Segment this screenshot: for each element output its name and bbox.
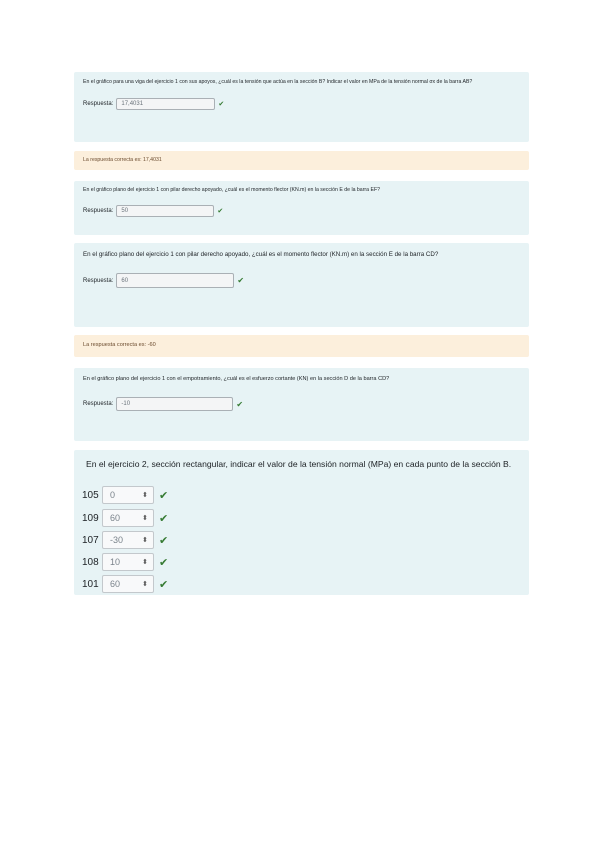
value-select[interactable] <box>102 531 154 549</box>
row-label: 105 <box>82 489 99 501</box>
select-value: 0 <box>110 490 116 500</box>
matrix-row <box>82 531 168 549</box>
answer-input[interactable]: 17,4031 <box>116 98 215 110</box>
matrix-row <box>82 509 168 527</box>
correct-check-icon: ✔ <box>236 399 244 409</box>
feedback-text: La respuesta correcta es: 17,4031 <box>83 157 162 163</box>
correct-check-icon: ✔ <box>218 101 225 108</box>
question-text: En el gráfico para una viga del ejercicio 1 con sus apoyos, ¿cuál es la tensión que actúa en la sección B? Indicar el valor en MPa de la tensión normal σx de la barra AB? <box>83 79 473 85</box>
matrix-row <box>82 575 168 593</box>
question-text: En el gráfico plano del ejercicio 1 con pilar derecho apoyado, ¿cuál es el momento flector (KN.m) en la sección E de la barra CD? <box>83 251 439 258</box>
value-select[interactable] <box>102 553 154 571</box>
value-select[interactable] <box>102 509 154 527</box>
select-value: 10 <box>110 557 121 567</box>
correct-check-icon: ✔ <box>159 534 169 547</box>
correct-check-icon: ✔ <box>237 276 245 285</box>
question-text: En el gráfico plano del ejercicio 1 con el empotramiento, ¿cuál es el esfuerzo cortante (KN) en la sección D de la barra CD? <box>83 376 390 382</box>
question-card-1 <box>74 72 529 142</box>
select-value: -30 <box>110 535 124 545</box>
select-arrow-icon: ⬍ <box>142 559 148 566</box>
correct-check-icon: ✔ <box>159 512 169 525</box>
feedback-box-3 <box>74 335 529 357</box>
question-card-5 <box>74 450 529 595</box>
answer-label: Respuesta: <box>83 101 114 107</box>
select-arrow-icon: ⬍ <box>142 537 148 544</box>
question-card-3 <box>74 243 529 327</box>
correct-check-icon: ✔ <box>159 578 169 591</box>
answer-input[interactable]: 50 <box>116 205 214 217</box>
answer-label: Respuesta: <box>83 277 114 284</box>
matrix-row <box>82 486 168 504</box>
answer-label: Respuesta: <box>83 401 114 407</box>
question-card-4 <box>74 368 529 441</box>
correct-check-icon: ✔ <box>217 208 224 215</box>
matrix-row <box>82 553 168 571</box>
feedback-box-1 <box>74 151 529 170</box>
row-label: 101 <box>82 578 99 590</box>
select-value: 60 <box>110 513 121 523</box>
answer-input[interactable]: -10 <box>116 397 233 411</box>
row-label: 108 <box>82 556 99 568</box>
question-text: En el ejercicio 2, sección rectangular, indicar el valor de la tensión normal (MPa) en cada punto de la sección B. <box>86 459 512 469</box>
correct-check-icon: ✔ <box>159 489 169 502</box>
select-arrow-icon: ⬍ <box>142 581 148 588</box>
answer-input[interactable]: 60 <box>116 273 234 288</box>
answer-label: Respuesta: <box>83 208 114 214</box>
select-value: 60 <box>110 579 121 589</box>
correct-check-icon: ✔ <box>159 556 169 569</box>
value-select[interactable] <box>102 486 154 504</box>
row-label: 107 <box>82 534 99 546</box>
question-card-2 <box>74 181 529 235</box>
select-arrow-icon: ⬍ <box>142 492 148 499</box>
value-select[interactable] <box>102 575 154 593</box>
question-text: En el gráfico plano del ejercicio 1 con pilar derecho apoyado, ¿cuál es el momento flector (KN.m) en la sección E de la barra EF? <box>83 187 380 193</box>
row-label: 109 <box>82 512 99 524</box>
feedback-text: La respuesta correcta es: -60 <box>83 342 156 348</box>
select-arrow-icon: ⬍ <box>142 515 148 522</box>
